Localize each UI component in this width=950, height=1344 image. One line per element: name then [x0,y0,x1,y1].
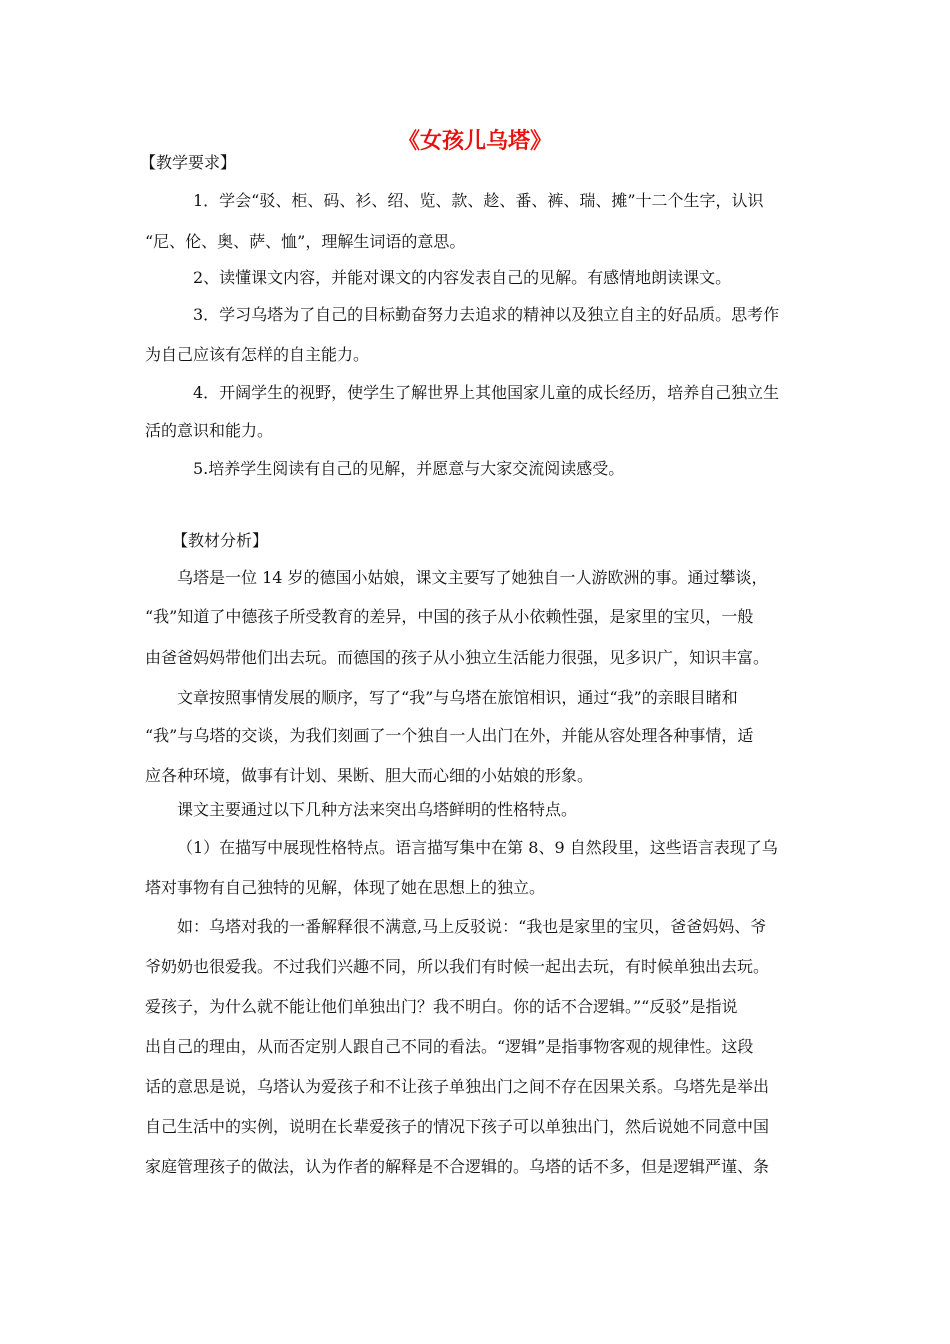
analysis-line: 由爸爸妈妈带他们出去玩。而德国的孩子从小独立生活能力很强，见多识广，知识丰富。 [145,648,770,667]
analysis-line: 出自己的理由，从而否定别人跟自己不同的看法。“逻辑”是指事物客观的规律性。这段 [145,1037,754,1056]
analysis-line: 文章按照事情发展的顺序，写了“我”与乌塔在旅馆相识，通过“我”的亲眼目睹和 [177,688,738,707]
analysis-line: 塔对事物有自己独特的见解，体现了她在思想上的独立。 [145,878,546,897]
analysis-line: “我”知道了中德孩子所受教育的差异，中国的孩子从小依赖性强，是家里的宝贝，一般 [145,607,754,626]
analysis-line: 应各种环境，做事有计划、果断、胆大而心细的小姑娘的形象。 [145,766,594,785]
analysis-line: 课文主要通过以下几种方法来突出乌塔鲜明的性格特点。 [177,800,578,819]
analysis-line: 爷奶奶也很爱我。不过我们兴趣不同，所以我们有时候一起出去玩，有时候单独出去玩。 [145,957,770,976]
analysis-line: 自己生活中的实例，说明在长辈爱孩子的情况下孩子可以单独出门，然后说她不同意中国 [145,1117,770,1136]
analysis-line: 爱孩子，为什么就不能让他们单独出门？我不明白。你的话不合逻辑。”“反驳”是指说 [145,997,738,1016]
analysis-line: 家庭管理孩子的做法，认为作者的解释是不合逻辑的。乌塔的话不多，但是逻辑严谨、条 [145,1157,770,1176]
analysis-line: “我”与乌塔的交谈，为我们刻画了一个独自一人出门在外，并能从容处理各种事情，适 [145,726,754,745]
requirement-line: 3．学习乌塔为了自己的目标勤奋努力去追求的精神以及独立自主的好品质。思考作 [193,305,780,324]
document-title: 《女孩儿乌塔》 [397,129,552,154]
analysis-line: 如：乌塔对我的一番解释很不满意,马上反驳说：“我也是家里的宝贝，爸爸妈妈、爷 [177,917,767,936]
requirement-line: 活的意识和能力。 [145,421,274,440]
section-heading-teaching-requirements: 【教学要求】 [140,153,237,172]
requirement-line: 为自己应该有怎样的自主能力。 [145,345,370,364]
requirement-line: 1．学会“驳、柜、码、衫、绍、览、款、趁、番、裤、瑞、摊”十二个生字，认识 [193,191,764,210]
analysis-line: （1）在描写中展现性格特点。语言描写集中在第 8、9 自然段里，这些语言表现了乌 [177,838,778,857]
requirement-line: 2、读懂课文内容，并能对课文的内容发表自己的见解。有感情地朗读课文。 [193,268,732,287]
requirement-line: “尼、伦、奥、萨、恤”，理解生词语的意思。 [145,232,466,251]
analysis-line: 乌塔是一位 14 岁的德国小姑娘，课文主要写了她独自一人游欧洲的事。通过攀谈， [177,568,768,587]
requirement-line: 4．开阔学生的视野，使学生了解世界上其他国家儿童的成长经历，培养自己独立生 [193,383,780,402]
section-heading-material-analysis: 【教材分析】 [172,531,269,550]
analysis-line: 话的意思是说，乌塔认为爱孩子和不让孩子单独出门之间不存在因果关系。乌塔先是举出 [145,1077,770,1096]
requirement-line: 5.培养学生阅读有自己的见解，并愿意与大家交流阅读感受。 [193,459,625,478]
